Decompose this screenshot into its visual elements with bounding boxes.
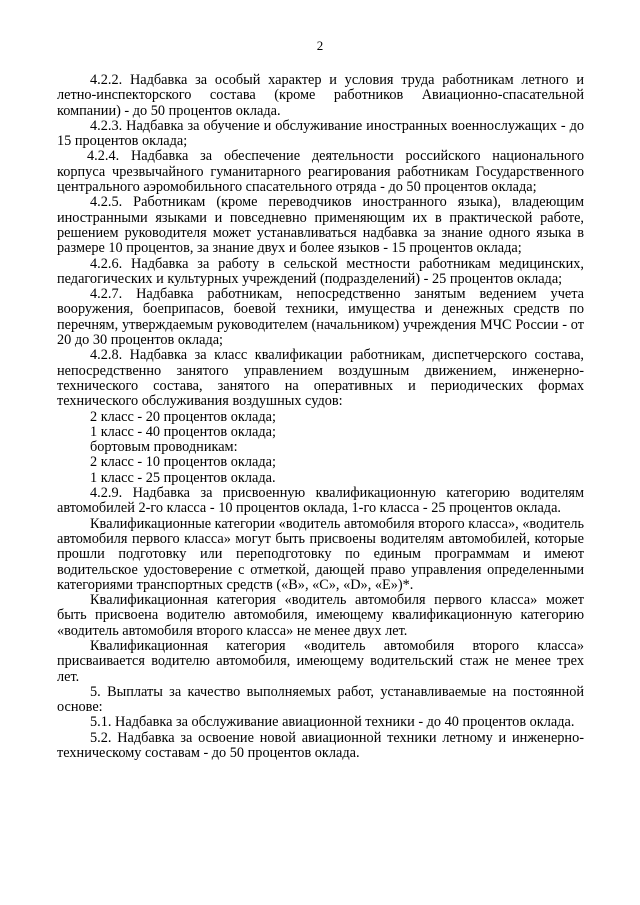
document-body — [57, 73, 584, 761]
paragraph-4-2-5: 4.2.5. Работникам (кроме переводчиков иностранного языка), владеющим иностранными языками и повседневно применяющим их в практической работе, решением руководителя может устанавливаться надбавка за знание одного языка в размере 10 процентов, за знание двух и более языков - 15 процентов оклада; — [57, 194, 584, 257]
class-item-1-attendants: 1 класс - 25 процентов оклада. — [90, 469, 276, 486]
paragraph-5-1: 5.1. Надбавка за обслуживание авиационной техники - до 40 процентов оклада. — [90, 714, 575, 731]
paragraph-4-2-8: 4.2.8. Надбавка за класс квалификации работникам, диспетчерского состава, непосредственно занятого управлением воздушным движением, инженерно-технического состава, занятого на оперативных и периодических формах технического обслуживания воздушных судов: — [57, 347, 584, 410]
paragraph-driver-categories: Квалификационные категории «водитель автомобиля второго класса», «водитель автомобиля первого класса» могут быть присвоены водителям автомобилей, которые прошли подготовку или переподготовку по единым программам и имеют водительское удостоверение с отметкой, дающей право управления определенными категориями транспортных средств («В», «С», «D», «Е»)*. — [57, 515, 584, 593]
paragraph-4-2-2: 4.2.2. Надбавка за особый характер и условия труда работникам летного и летно-инспекторского состава (кроме работников Авиационно-спасательной компании) - до 50 процентов оклада. — [57, 72, 584, 119]
page-number: 2 — [316, 38, 324, 53]
class-item-1-dispatch: 1 класс - 40 процентов оклада; — [90, 423, 276, 440]
paragraph-5: 5. Выплаты за качество выполняемых работ, устанавливаемые на постоянной основе: — [57, 683, 584, 716]
paragraph-4-2-4: 4.2.4. Надбавка за обеспечение деятельности российского национального корпуса чрезвычайного гуманитарного реагирования работникам Государственного центрального аэромобильного спасательного отряда - до 50 процентов оклада; — [57, 148, 584, 196]
paragraph-5-2: 5.2. Надбавка за освоение новой авиационной техники летному и инженерно-техническому составам - до 50 процентов оклада. — [57, 729, 584, 762]
paragraph-4-2-6: 4.2.6. Надбавка за работу в сельской местности работникам медицинских, педагогических и культурных учреждений (подразделений) - 25 процентов оклада; — [57, 255, 584, 287]
class-item-flight-attendants: бортовым проводникам: — [90, 439, 238, 456]
paragraph-second-class-driver: Квалификационная категория «водитель автомобиля второго класса» присваивается водителю автомобиля, имеющему водительский стаж не менее трех лет. — [57, 637, 584, 685]
class-item-2-attendants: 2 класс - 10 процентов оклада; — [90, 454, 276, 471]
paragraph-4-2-3: 4.2.3. Надбавка за обучение и обслуживание иностранных военнослужащих - до 15 процентов оклада; — [57, 117, 584, 150]
class-item-2-dispatch: 2 класс - 20 процентов оклада; — [90, 408, 276, 425]
paragraph-first-class-driver: Квалификационная категория «водитель автомобиля первого класса» может быть присвоена водителю автомобиля, имеющему квалификационную категорию «водитель автомобиля второго класса» не менее двух лет. — [57, 592, 584, 639]
paragraph-4-2-7: 4.2.7. Надбавка работникам, непосредственно занятым ведением учета вооружения, боеприпасов, боевой техники, имущества и денежных средств по перечням, утверждаемым руководителем (начальником) учреждения МЧС России - от 20 до 30 процентов оклада; — [57, 286, 584, 349]
paragraph-4-2-9: 4.2.9. Надбавка за присвоенную квалификационную категорию водителям автомобилей 2-го класса - 10 процентов оклада, 1-го класса - 25 процентов оклада. — [57, 485, 584, 517]
